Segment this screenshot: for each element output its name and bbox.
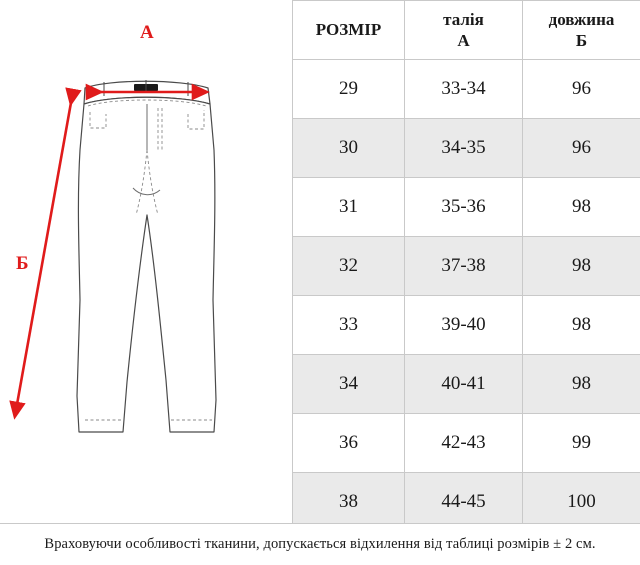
table-row [293, 237, 640, 296]
cell-waist: 34-35 [405, 119, 523, 178]
jeans-illustration [0, 0, 292, 523]
header-waist [405, 1, 523, 60]
cell-length: 98 [523, 296, 640, 355]
cell-waist: 37-38 [405, 237, 523, 296]
cell-size: 33 [293, 296, 405, 355]
table-row [293, 296, 640, 355]
cell-size: 32 [293, 237, 405, 296]
size-table-wrap [292, 0, 640, 523]
cell-waist: 39-40 [405, 296, 523, 355]
cell-waist: 44-45 [405, 473, 523, 532]
table-row [293, 178, 640, 237]
cell-waist: 33-34 [405, 60, 523, 119]
cell-size: 36 [293, 414, 405, 473]
cell-size: 29 [293, 60, 405, 119]
footer-note [0, 523, 640, 565]
header-length [523, 1, 640, 60]
cell-length: 98 [523, 355, 640, 414]
cell-size: 31 [293, 178, 405, 237]
cell-size: 38 [293, 473, 405, 532]
label-length-b: Б [16, 253, 29, 274]
cell-length: 99 [523, 414, 640, 473]
table-row [293, 414, 640, 473]
cell-waist: 40-41 [405, 355, 523, 414]
jeans-diagram-icon [0, 0, 292, 523]
header-size: РОЗМІР [293, 1, 405, 60]
cell-length: 96 [523, 60, 640, 119]
cell-length: 100 [523, 473, 640, 532]
header-length-line1: довжина [548, 9, 615, 29]
cell-length: 96 [523, 119, 640, 178]
table-header-row [293, 1, 640, 60]
cell-waist: 42-43 [405, 414, 523, 473]
cell-waist: 35-36 [405, 178, 523, 237]
cell-size: 34 [293, 355, 405, 414]
header-waist-line1: талія [443, 9, 484, 29]
cell-size: 30 [293, 119, 405, 178]
header-waist-line2: А [457, 31, 470, 50]
table-row [293, 119, 640, 178]
size-table-body [293, 60, 640, 532]
cell-length: 98 [523, 178, 640, 237]
table-row [293, 355, 640, 414]
cell-length: 98 [523, 237, 640, 296]
footer-note-text: Враховуючи особливості тканини, допускається відхилення від таблиці розмірів ± 2 см. [44, 536, 596, 552]
header-length-line2: Б [575, 31, 588, 50]
table-row [293, 60, 640, 119]
label-waist-a: А [140, 22, 154, 43]
size-table [292, 0, 640, 532]
